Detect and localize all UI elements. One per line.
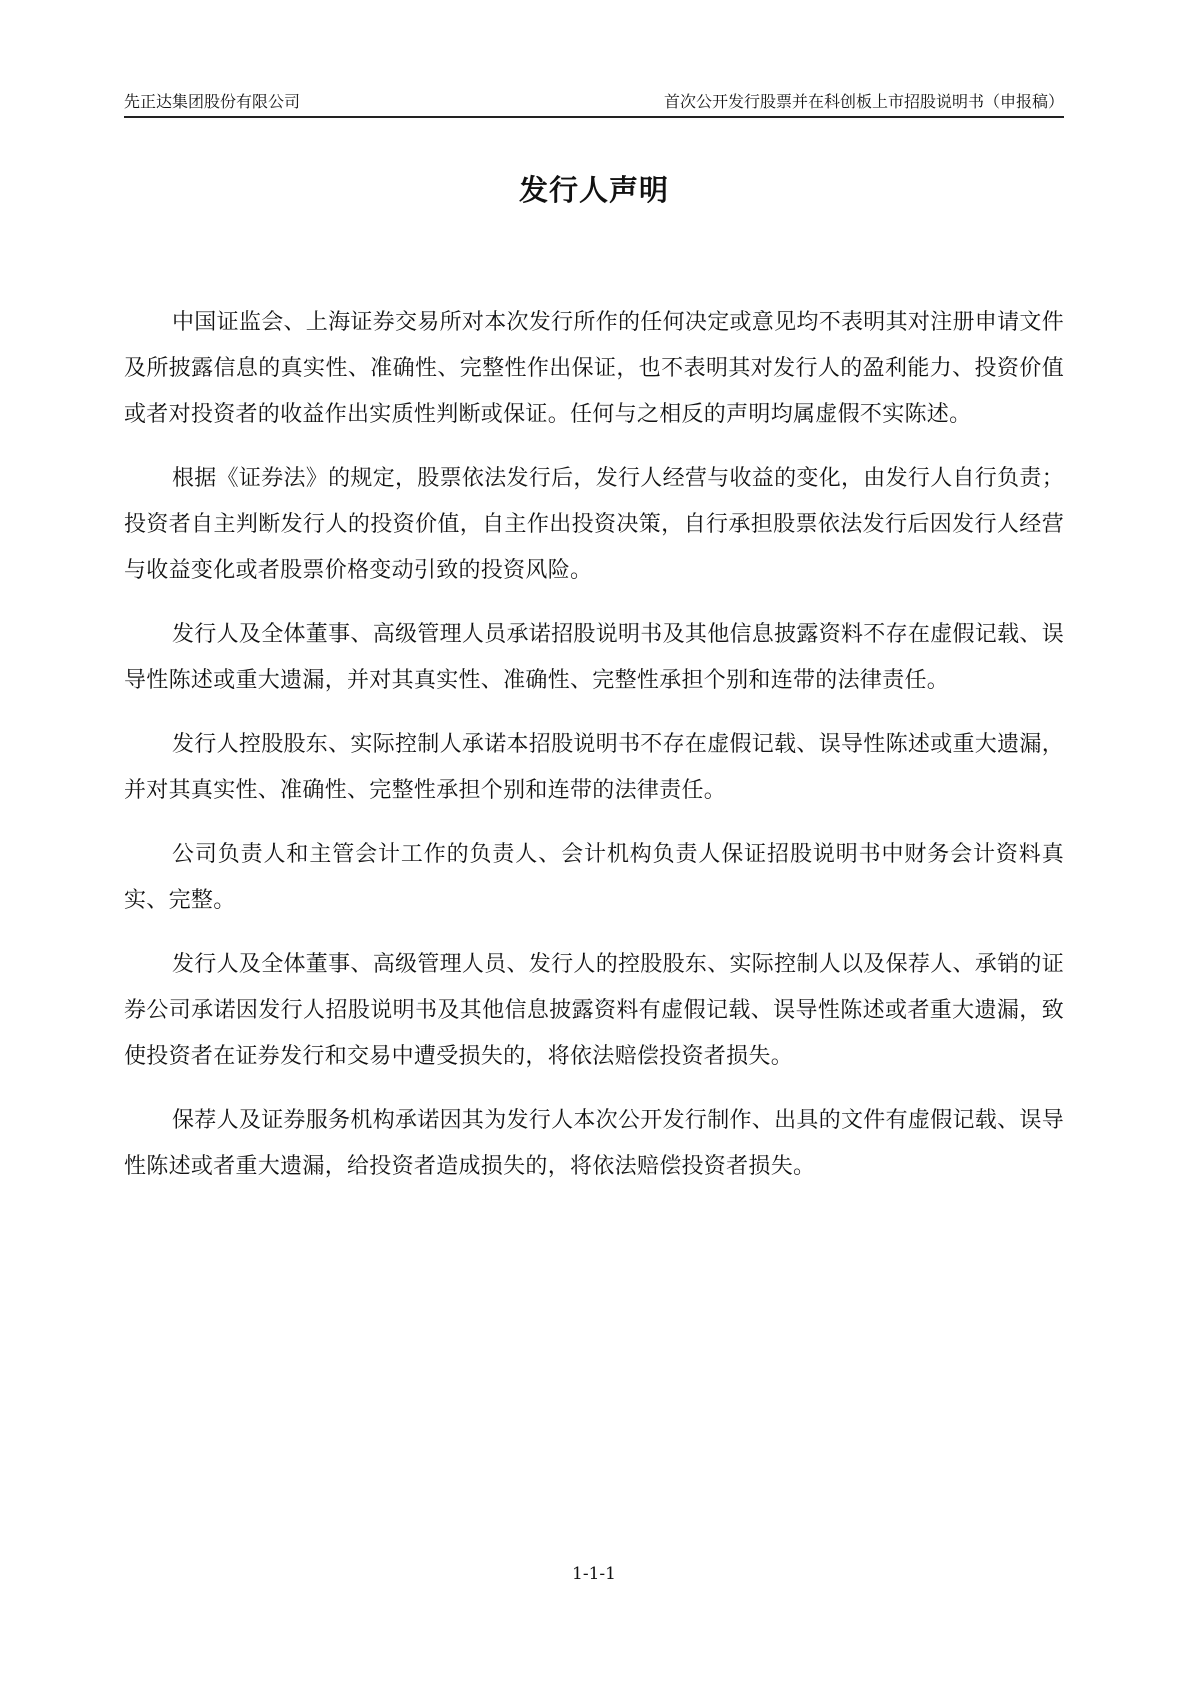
document-body <box>124 300 1064 1208</box>
paragraph: 发行人及全体董事、高级管理人员承诺招股说明书及其他信息披露资料不存在虚假记载、误导性陈述或重大遗漏，并对其真实性、准确性、完整性承担个别和连带的法律责任。 <box>124 622 1065 693</box>
page-header <box>124 84 1064 118</box>
company-name: 先正达集团股份有限公司 <box>124 92 301 111</box>
document-title: 首次公开发行股票并在科创板上市招股说明书（申报稿） <box>663 92 1064 111</box>
page-title: 发行人声明 <box>518 173 669 207</box>
paragraph: 中国证监会、上海证券交易所对本次发行所作的任何决定或意见均不表明其对注册申请文件及所披露信息的真实性、准确性、完整性作出保证，也不表明其对发行人的盈利能力、投资价值或者对投资者的收益作出实质性判断或保证。任何与之相反的声明均属虚假不实陈述。 <box>124 310 1065 427</box>
paragraph: 发行人及全体董事、高级管理人员、发行人的控股股东、实际控制人以及保荐人、承销的证券公司承诺因发行人招股说明书及其他信息披露资料有虚假记载、误导性陈述或者重大遗漏，致使投资者在证券发行和交易中遭受损失的，将依法赔偿投资者损失。 <box>124 952 1065 1069</box>
page-number: 1-1-1 <box>572 1564 616 1584</box>
paragraph: 保荐人及证券服务机构承诺因其为发行人本次公开发行制作、出具的文件有虚假记载、误导性陈述或者重大遗漏，给投资者造成损失的，将依法赔偿投资者损失。 <box>124 1108 1065 1179</box>
paragraph: 发行人控股股东、实际控制人承诺本招股说明书不存在虚假记载、误导性陈述或重大遗漏，并对其真实性、准确性、完整性承担个别和连带的法律责任。 <box>124 732 1065 803</box>
paragraph: 公司负责人和主管会计工作的负责人、会计机构负责人保证招股说明书中财务会计资料真实、完整。 <box>124 842 1064 913</box>
paragraph: 根据《证券法》的规定，股票依法发行后，发行人经营与收益的变化，由发行人自行负责；投资者自主判断发行人的投资价值，自主作出投资决策，自行承担股票依法发行后因发行人经营与收益变化或者股票价格变动引致的投资风险。 <box>124 466 1065 583</box>
